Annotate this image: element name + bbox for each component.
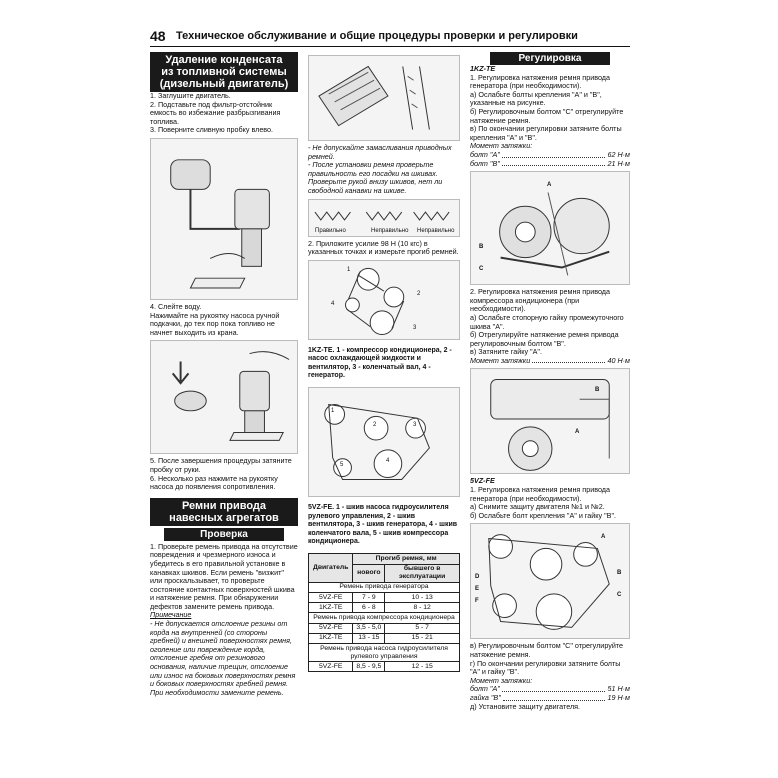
step-text: б) Регулировочным болтом "C" отрегулируйте натяжение ремня. (470, 106, 624, 125)
pulley-number: 5 (340, 462, 344, 469)
column-middle (308, 52, 460, 672)
section-title-line: навесных агрегатов (169, 511, 279, 524)
callout-label: C (479, 266, 484, 273)
callout-label: D (475, 574, 480, 581)
priming-pump-illustration (150, 340, 298, 454)
step-text: б) Отрегулируйте натяжение ремня привода регулировочным болтом "B". (470, 330, 619, 348)
figure-caption-5vz: 5VZ-FE. 1 - шкив насоса гидроусилителя рулевого управления, 2 - шкив вентилятора, 3 - шкив генератора, 4 - шкив коленчатого вала, 5 - шкив компрессора кондиционера. (308, 504, 458, 545)
pulley-number: 4 (386, 458, 390, 465)
step-text: а) Снимите защиту двигателя №1 и №2. (470, 502, 605, 512)
step-text: 6. Несколько раз нажмите на рукоятку насоса до появления сопротивления. (150, 473, 278, 492)
page-header (150, 28, 630, 47)
step-text: Нажимайте на рукоятку насоса ручной подкачки, до тех пор пока топливо не начнет выходить из крана. (150, 310, 280, 337)
step-text: в) Затяните гайку "A". (470, 347, 542, 357)
note-text: - Не допускается отслоение резины от корда на внутренней (со стороны гребней) и внешней поверхностях ремня, оголение или повреждение корда, отслоение гребня от резинового основания, наличие трещин, отслоение или износ на боковых поверхностях ремня и боковых поверхностях гребней ремня. При необходимости замените ремень. (150, 619, 296, 697)
pulley-number: 3 (413, 324, 417, 331)
pulley-number: 2 (417, 290, 421, 297)
step-text: 1. Регулировка натяжения ремня привода генератора (при необходимости). (470, 72, 610, 91)
step-text: 2. Регулировка натяжения ремня привода компрессора кондиционера (при необходимости). (470, 287, 610, 314)
torque-label: Момент затяжки: (470, 141, 533, 151)
callout-label: B (479, 244, 484, 251)
table-cell: 8,5 - 9,5 (353, 662, 385, 672)
belt-fit-illustration (308, 199, 460, 237)
pulley-number: 3 (413, 422, 417, 429)
step-text: 3. Поверните сливную пробку влево. (150, 125, 274, 135)
fuel-filter-illustration (150, 138, 298, 300)
ac-compressor-drawing (471, 369, 629, 473)
engine-belt-illustration (470, 523, 630, 639)
alternator-drawing (471, 172, 629, 284)
label-correct: Правильно (315, 227, 346, 234)
table-cell: 12 - 15 (385, 662, 460, 672)
belt-oil-illustration (308, 55, 460, 141)
section-title-line: Удаление конденсата (165, 54, 283, 66)
note-text: - Не допускайте замасливания приводных ремней. (308, 143, 452, 161)
table-row (309, 633, 460, 643)
torque-value: 21 Н·м (607, 158, 630, 168)
note-label: Примечание (150, 610, 192, 620)
pulley-number: 2 (373, 422, 377, 429)
table-cell: 5VZ-FE (309, 592, 353, 602)
column-left (150, 52, 298, 697)
torque-row (470, 357, 630, 366)
belt-layout-5vz-drawing (309, 388, 459, 496)
callout-label: A (601, 534, 606, 541)
step-text: а) Ослабьте болты крепления "A" и "B", указанные на рисунке. (470, 89, 602, 108)
callout-label: B (617, 570, 622, 577)
callout-label: B (595, 387, 600, 394)
callout-label: A (575, 429, 580, 436)
table-row (309, 603, 460, 613)
section-title-line: (дизельный двигатель) (159, 78, 289, 90)
section-title-adjustment: Регулировка (490, 52, 610, 65)
step-text: б) Ослабьте болт крепления "A" и гайку "B". (470, 510, 617, 520)
table-cell: 15 - 21 (385, 633, 460, 643)
table-cell: 3,5 - 5,0 (353, 623, 385, 633)
step-text: 1. Заглушите двигатель. (150, 91, 231, 100)
callout-label: F (475, 598, 479, 605)
subsection-title-check: Проверка (164, 528, 284, 541)
torque-value: 62 Н·м (607, 149, 630, 159)
torque-label: Момент затяжки: (470, 675, 533, 685)
step-text: в) Регулировочным болтом "C" отрегулируйте натяжение ремня. (470, 641, 624, 660)
table-cell: 13 - 15 (353, 633, 385, 643)
fuel-filter-drawing (151, 139, 297, 299)
manual-page (150, 28, 630, 744)
step-text: 2. Приложите усилие 98 Н (10 кгс) в указанных точках и измерьте прогиб ремней. (308, 238, 459, 257)
table-cell: 1KZ-TE (309, 633, 353, 643)
belt-layout-1kz-drawing (309, 261, 459, 339)
step-text: 5. После завершения процедуры затяните пробку от руки. (150, 456, 292, 474)
step-text: 2. Подставьте под фильтр-отстойник емкость во избежание разбрызгивания топлива. (150, 99, 281, 126)
page-number: 48 (150, 28, 166, 44)
column-header: Двигатель (309, 554, 353, 582)
pulley-number: 1 (331, 408, 335, 415)
table-cell: 5 - 7 (385, 623, 460, 633)
table-row (309, 592, 460, 602)
section-title-line: из топливной системы (161, 66, 287, 78)
callout-label: E (475, 586, 480, 593)
torque-key: болт "B" (470, 158, 500, 168)
step-text: в) По окончании регулировки затяните болты крепления "A" и "B". (470, 124, 622, 142)
table-row (309, 623, 460, 633)
section-title-line: Ремни привода (181, 499, 267, 512)
table-cell: 1KZ-TE (309, 603, 353, 613)
note-text: - После установки ремня проверьте правильность его посадки на шкивах. Проверьте рукой внизу шкивов, нет ли свободной канавки на шкиве. (308, 160, 443, 195)
label-wrong: Неправильно (371, 227, 409, 234)
callout-label: A (547, 182, 552, 189)
torque-key: болт "A" (470, 149, 500, 159)
pulley-number: 1 (347, 266, 351, 273)
torque-key: болт "A" (470, 684, 500, 694)
table-group-title: Ремень привода генератора (309, 582, 460, 592)
section-title-belts (150, 498, 298, 526)
ac-compressor-illustration (470, 368, 630, 474)
column-right (470, 52, 630, 711)
table-group-title: Ремень привода насоса гидроусилителя рулевого управления (309, 643, 460, 661)
column-header: Прогиб ремня, мм (353, 554, 460, 564)
torque-value: 19 Н·м (607, 693, 630, 702)
table-cell: 5VZ-FE (309, 662, 353, 672)
table-cell: 10 - 13 (385, 592, 460, 602)
step-text: 4. Слейте воду. (150, 301, 202, 311)
section-title-condensate (150, 52, 298, 92)
torque-row (470, 160, 630, 169)
pulley-number: 4 (331, 300, 335, 307)
belt-diagram-1kz (308, 260, 460, 340)
label-wrong: Неправильно (417, 227, 455, 234)
belt-deflection-table (308, 553, 460, 672)
alternator-illustration (470, 171, 630, 285)
page-title: Техническое обслуживание и общие процедуры проверки и регулировки (176, 30, 578, 42)
column-header: нового (353, 564, 385, 582)
torque-value: 40 Н·м (607, 355, 630, 365)
table-group-title: Ремень привода компрессора кондиционера (309, 613, 460, 623)
check-text: 1. Проверьте ремень привода на отсутствие повреждения и чрезмерного износа и убедитесь в его правильной установке в канавках шкивов. Если ремень "визжит" или проскальзывает, то проверьте состояние контактных поверхностей шкива и натяжение ремня. При обнаружении дефектов замените ремень привода. (150, 541, 298, 611)
table-cell: 6 - 8 (353, 603, 385, 613)
priming-pump-drawing (151, 341, 297, 453)
table-cell: 7 - 9 (353, 592, 385, 602)
torque-key: гайка "B" (470, 693, 501, 702)
step-text: г) По окончании регулировки затяните болты "A" и гайку "B". (470, 658, 621, 677)
engine-belt-drawing (471, 524, 629, 638)
table-row (309, 662, 460, 672)
table-cell: 8 - 12 (385, 603, 460, 613)
torque-value: 51 Н·м (607, 684, 630, 694)
figure-caption-1kz: 1KZ-TE. 1 - компрессор кондиционера, 2 - насос охлаждающей жидкости и вентилятор, 3 - коленчатый вал, 4 - генератор. (308, 346, 452, 379)
engine-label: 5VZ-FE (470, 476, 495, 486)
torque-key: Момент затяжки (470, 355, 531, 365)
step-text: 1. Регулировка натяжения ремня привода генератора (при необходимости). (470, 485, 610, 503)
belt-oil-drawing (309, 56, 459, 140)
table-cell: 5VZ-FE (309, 623, 353, 633)
belt-diagram-5vz (308, 387, 460, 497)
engine-label: 1KZ-TE (470, 64, 496, 73)
callout-label: C (617, 592, 622, 599)
step-text: а) Ослабьте стопорную гайку промежуточного шкива "A". (470, 312, 624, 331)
step-text: д) Установите защиту двигателя. (470, 701, 581, 711)
column-header: бывшего в эксплуатации (385, 564, 460, 582)
